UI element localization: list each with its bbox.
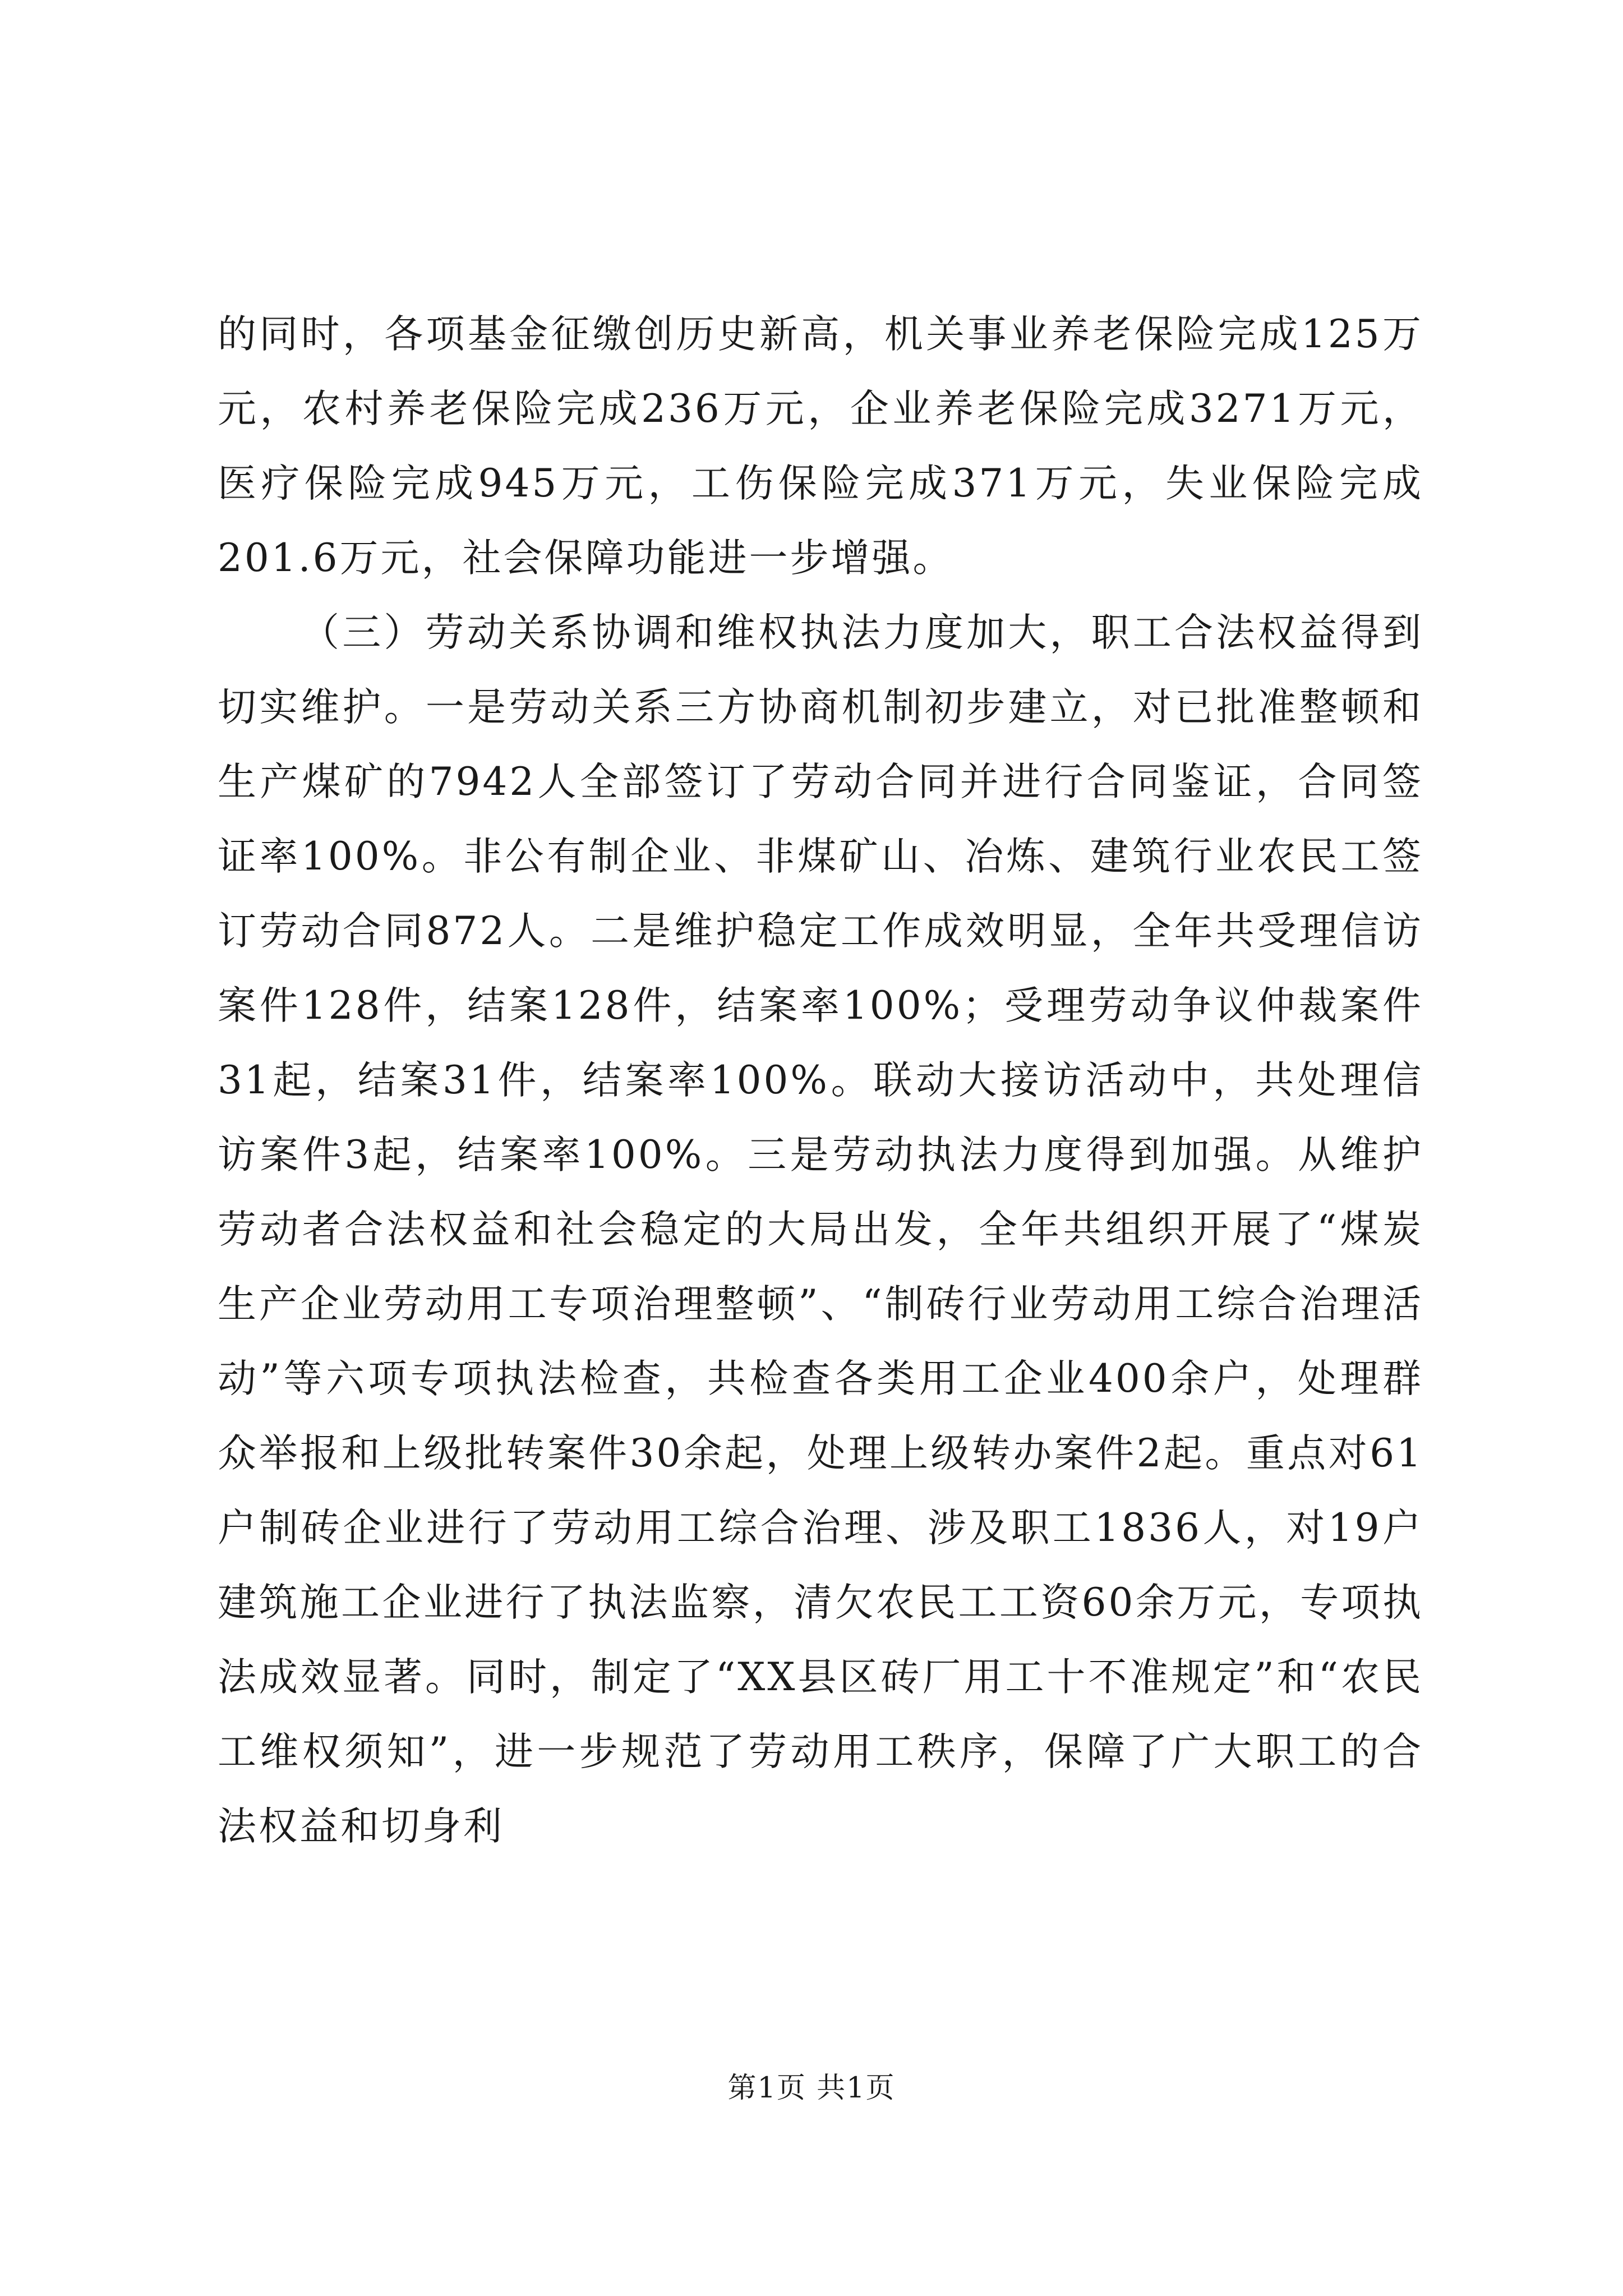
section-three-paragraph: （三）劳动关系协调和维权执法力度加大，职工合法权益得到切实维护。一是劳动关系三方协商机制初步建立，对已批准整顿和生产煤矿的7942人全部签订了劳动合同并进行合同鉴证，合同签证率100%。非公有制企业、非煤矿山、冶炼、建筑行业农民工签订劳动合同872人。二是维护稳定工作成效明显，全年共受理信访案件128件，结案128件，结案率100%；受理劳动争议仲裁案件31起，结案31件，结案率100%。联动大接访活动中，共处理信访案件3起，结案率100%。三是劳动执法力度得到加强。从维护劳动者合法权益和社会稳定的大局出发，全年共组织开展了“煤炭生产企业劳动用工专项治理整顿”、“制砖行业劳动用工综合治理活动”等六项专项执法检查，共检查各类用工企业400余户，处理群众举报和上级批转案件30余起，处理上级转办案件2起。重点对61户制砖企业进行了劳动用工综合治理、涉及职工1836人，对19户建筑施工企业进行了执法监察，清欠农民工工资60余万元，专项执法成效显著。同时，制定了“XX县区砖厂用工十不准规定”和“农民工维权须知”，进一步规范了劳动用工秩序，保障了广大职工的合法权益和切身利 <box>218 610 1423 1849</box>
page-footer: 第1页 共1页 <box>727 2072 896 2105</box>
document-body <box>218 297 1423 1864</box>
continuation-paragraph: 的同时，各项基金征缴创历史新高，机关事业养老保险完成125万元，农村养老保险完成236万元，企业养老保险完成3271万元，医疗保险完成945万元，工伤保险完成371万元，失业保险完成201.6万元，社会保障功能进一步增强。 <box>218 312 1423 581</box>
